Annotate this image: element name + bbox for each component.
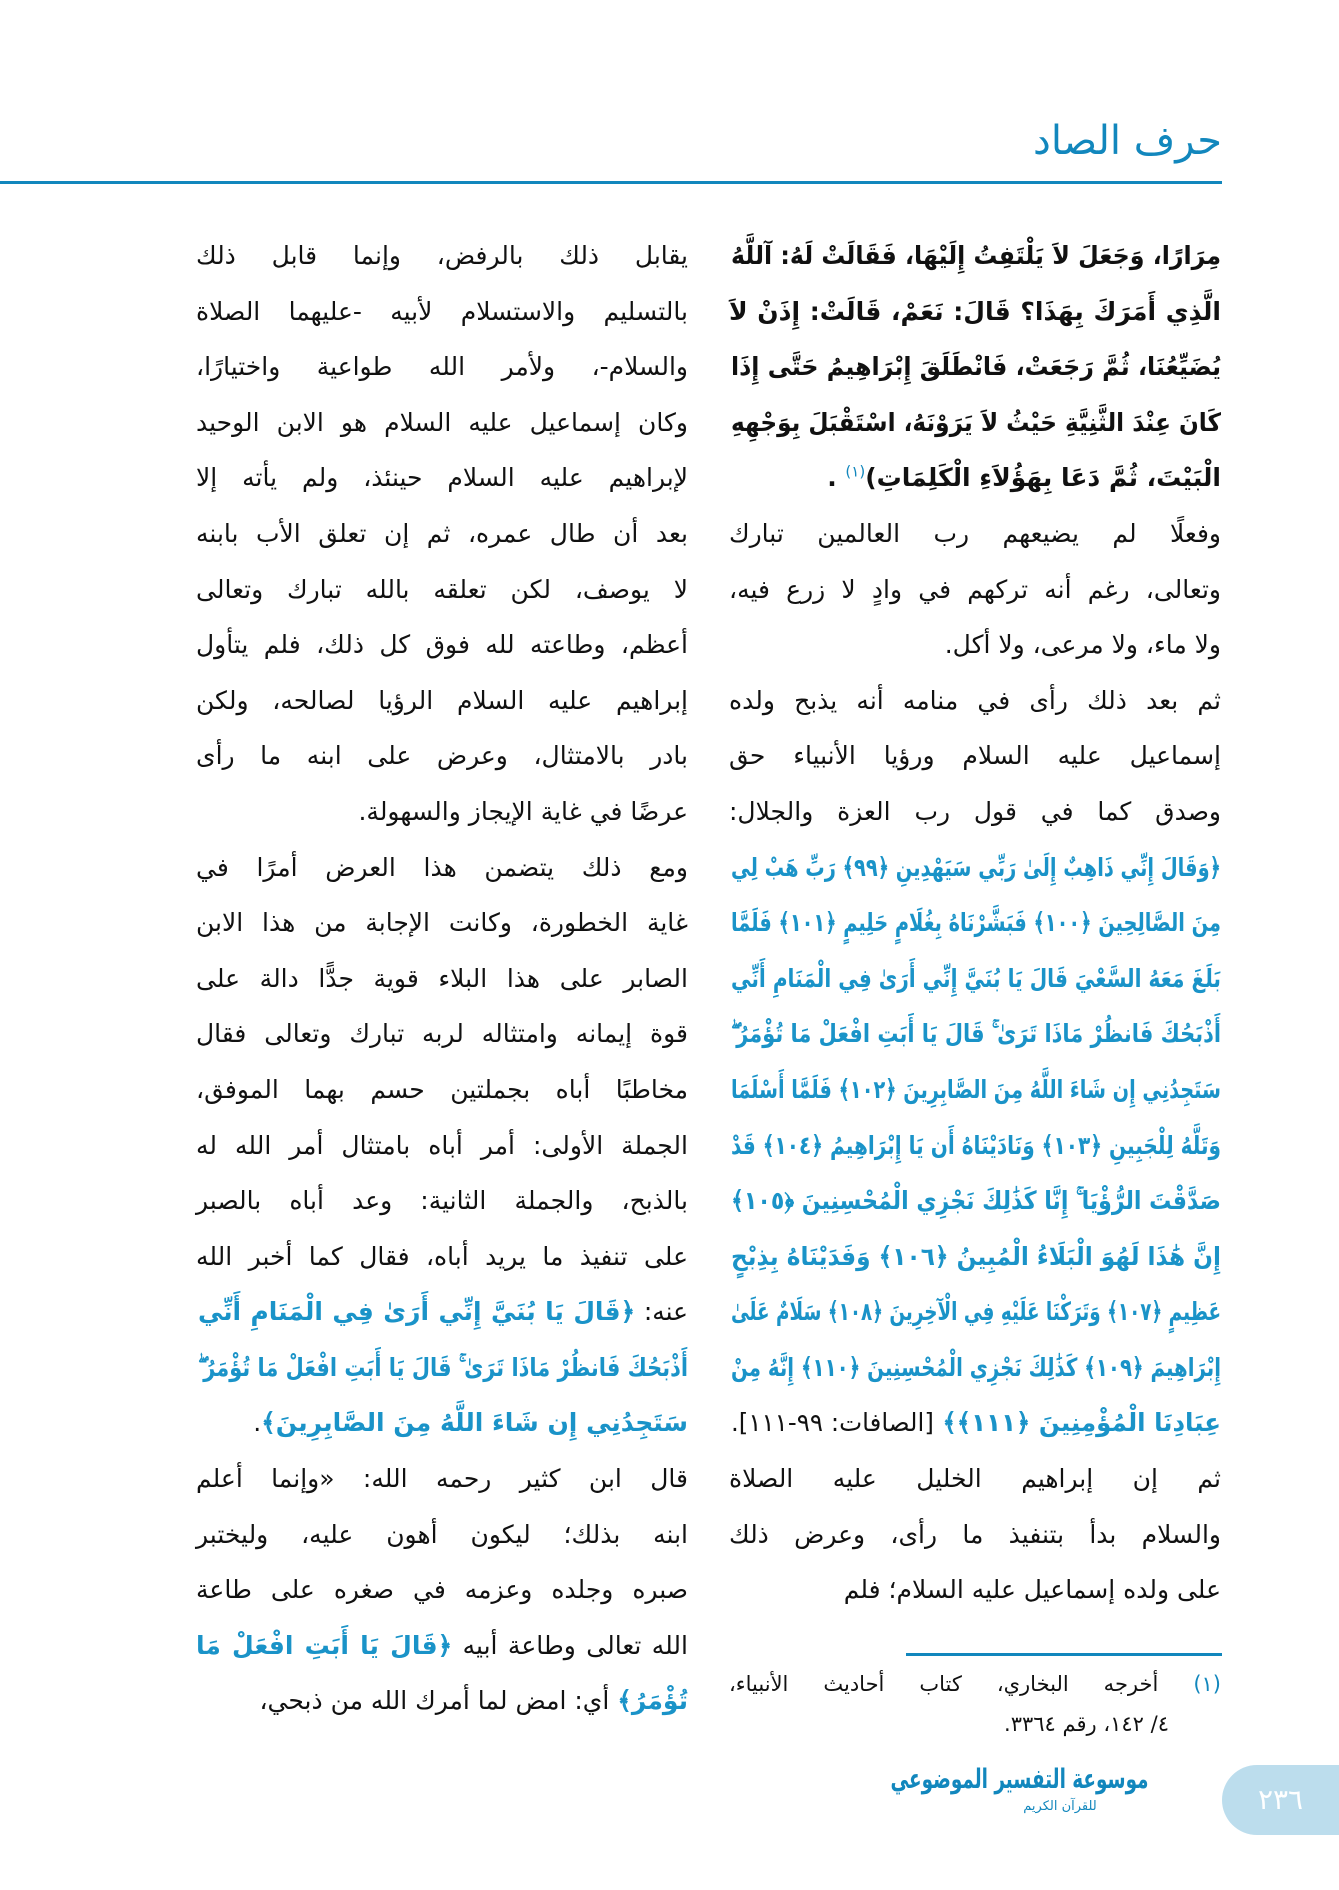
body-text: . [253, 1408, 262, 1438]
text-line [196, 895, 688, 951]
text-line [730, 1229, 1221, 1285]
body-text: الله تعالى وطاعة أبيه [452, 1630, 688, 1660]
body-text: أي: امض لما أمرك الله من ذبحي، [259, 1686, 618, 1716]
text-line [196, 562, 688, 618]
text-line [730, 1284, 1221, 1340]
body-text: إسماعيل عليه السلام ورؤيا الأنبياء حق [729, 741, 1221, 771]
quran-verse-text: سَتَجِدُنِي إِن شَاءَ اللَّهُ مِنَ الصَّابِرِينَ ﴿١٠٢﴾ فَلَمَّا أَسْلَمَا [730, 1074, 1221, 1104]
body-text: بالذبح، والجملة الثانية: وعد أباه بالصبر [196, 1186, 688, 1216]
right-column [729, 228, 1221, 1618]
body-text: وكان إسماعيل عليه السلام هو الابن الوحيد [196, 407, 688, 437]
body-text: أعظم، وطاعته لله فوق كل ذلك، فلم يتأول [196, 630, 688, 660]
text-line [729, 284, 1221, 340]
body-text: بعد أن طال عمره، ثم إن تعلق الأب بابنه [196, 518, 688, 548]
body-text: الصابر على هذا البلاء قوية جدًّا دالة على [196, 963, 688, 993]
quran-verse-text: ﴿وَقَالَ إِنِّي ذَاهِبٌ إِلَىٰ رَبِّي سَيَهْدِينِ ﴿٩٩﴾ رَبِّ هَبْ لِي [730, 852, 1221, 882]
body-text: [الصافات: ٩٩-١١١]. [731, 1408, 934, 1438]
text-line [729, 673, 1221, 729]
text-line [198, 1284, 688, 1340]
encyclopedia-logo [890, 1762, 1190, 1816]
text-line [196, 1618, 688, 1674]
quran-verse-text: ﴿قَالَ يَا بُنَيَّ إِنِّي أَرَىٰ فِي الْمَنَامِ أَنِّي [198, 1297, 636, 1327]
quran-verse-text: ﴿قَالَ يَا أَبَتِ افْعَلْ مَا [196, 1630, 453, 1660]
text-line [196, 1451, 688, 1507]
text-line [196, 1006, 688, 1062]
quran-verse-text: بَلَغَ مَعَهُ السَّعْيَ قَالَ يَا بُنَيَّ إِنِّي أَرَىٰ فِي الْمَنَامِ أَنِّي [731, 963, 1221, 993]
text-line [729, 450, 1221, 506]
text-line [196, 1118, 688, 1174]
text-line [196, 450, 688, 506]
header-divider [0, 181, 1222, 184]
text-line [196, 1562, 688, 1618]
footnote-divider [906, 1653, 1222, 1656]
body-text: قال ابن كثير رحمه الله: «وإنما أعلم [196, 1464, 688, 1494]
body-text: عرضًا في غاية الإيجاز والسهولة. [358, 796, 688, 826]
footnote-line [729, 1664, 1221, 1704]
quran-verse-text: إِنَّ هَٰذَا لَهُوَ الْبَلَاءُ الْمُبِينُ ﴿١٠٦﴾ وَفَدَيْنَاهُ بِذِبْحٍ [730, 1241, 1221, 1271]
body-text: ثم بعد ذلك رأى في منامه أنه يذبح ولده [729, 685, 1221, 715]
body-text: وتعالى، رغم أنه تركهم في وادٍ لا زرع فيه، [729, 574, 1221, 604]
text-line [196, 1229, 688, 1285]
text-line [729, 1562, 1221, 1618]
body-text: يُضَيِّعُنَا، ثُمَّ رَجَعَتْ، فَانْطَلَقَ إِبْرَاهِيمُ حَتَّى إِذَا [730, 352, 1221, 382]
body-text: غاية الخطورة، وكانت الإجابة من هذا الابن [196, 908, 688, 938]
text-line [729, 1451, 1221, 1507]
body-text: على ولده إسماعيل عليه السلام؛ فلم [843, 1575, 1221, 1605]
body-text: صبره وجلده وعزمه في صغره على طاعة [196, 1575, 688, 1605]
text-line [196, 673, 688, 729]
footnote-reference: (١) [845, 463, 866, 482]
quran-verse-text: سَتَجِدُنِي إِن شَاءَ اللَّهُ مِنَ الصَّابِرِينَ﴾ [261, 1408, 688, 1438]
text-line [731, 1006, 1221, 1062]
text-line [730, 339, 1221, 395]
text-line [729, 728, 1221, 784]
text-line [196, 840, 688, 896]
text-line [730, 840, 1221, 896]
text-line [196, 228, 688, 284]
text-line [729, 617, 1221, 673]
body-text: . [827, 463, 846, 493]
text-line [731, 1340, 1221, 1396]
text-line [196, 951, 688, 1007]
text-line [729, 506, 1221, 562]
quran-verse-text: عَظِيمٍ ﴿١٠٧﴾ وَتَرَكْنَا عَلَيْهِ فِي الْآخِرِينَ ﴿١٠٨﴾ سَلَامٌ عَلَىٰ [730, 1297, 1221, 1327]
body-text: الَّذِي أَمَرَكَ بِهَذَا؟ قَالَ: نَعَمْ، قَالَتْ: إِذَنْ لاَ [729, 296, 1221, 326]
body-text: لإبراهيم عليه السلام حينئذ، ولم يأته إلا [196, 463, 688, 493]
logo-main-text: موسوعة التفسير الموضوعي [890, 1764, 1149, 1795]
text-line [731, 228, 1221, 284]
quran-verse-text: إِبْرَاهِيمَ ﴿١٠٩﴾ كَذَٰلِكَ نَجْزِي الْمُحْسِنِينَ ﴿١١٠﴾ إِنَّهُ مِنْ [731, 1352, 1221, 1382]
text-line [196, 1062, 688, 1118]
text-line [731, 1395, 1221, 1451]
body-text: بادر بالامتثال، وعرض على ابنه ما رأى [196, 741, 688, 771]
body-text: الجملة الأولى: أمر أباه بامتثال أمر الله له [196, 1130, 688, 1160]
text-line [196, 728, 688, 784]
text-line [196, 284, 688, 340]
page-number: ٢٣٦ [1222, 1765, 1339, 1835]
text-line [196, 1173, 688, 1229]
quran-verse-text: مِنَ الصَّالِحِينَ ﴿١٠٠﴾ فَبَشَّرْنَاهُ بِغُلَامٍ حَلِيمٍ ﴿١٠١﴾ فَلَمَّا [730, 908, 1221, 938]
text-line [196, 506, 688, 562]
quran-verse-text: وَتَلَّهُ لِلْجَبِينِ ﴿١٠٣﴾ وَنَادَيْنَاهُ أَن يَا إِبْرَاهِيمُ ﴿١٠٤﴾ قَدْ [730, 1130, 1221, 1160]
body-text: ولا ماء، ولا مرعى، ولا أكل. [944, 630, 1221, 660]
text-line [198, 1340, 688, 1396]
left-column [196, 228, 688, 1729]
quran-verse-text: تُؤْمَرُ﴾ [617, 1686, 688, 1716]
body-text: بالتسليم والاستسلام لأبيه -عليهما الصلاة [196, 296, 688, 326]
quran-verse-text: صَدَّقْتَ الرُّؤْيَا ۚ إِنَّا كَذَٰلِكَ نَجْزِي الْمُحْسِنِينَ ﴿١٠٥﴾ [730, 1186, 1221, 1216]
body-text: وصدق كما في قول رب العزة والجلال: [729, 796, 1221, 826]
text-line [730, 1173, 1221, 1229]
text-line [729, 1507, 1221, 1563]
quran-verse-text: أَذْبَحُكَ فَانظُرْ مَاذَا تَرَىٰ ۚ قَالَ يَا أَبَتِ افْعَلْ مَا تُؤْمَرُ ۖ [198, 1352, 688, 1382]
body-text: يقابل ذلك بالرفض، وإنما قابل ذلك [196, 241, 688, 270]
body-text: مخاطبًا أباه بجملتين حسم بهما الموفق، [196, 1074, 688, 1104]
body-text: وفعلًا لم يضيعهم رب العالمين تبارك [729, 518, 1221, 548]
footnotes [729, 1664, 1221, 1744]
logo-sub-text: للقرآن الكريم [1023, 1799, 1097, 1814]
text-line [730, 395, 1221, 451]
body-text: ابنه بذلك؛ ليكون أهون عليه، وليختبر [196, 1519, 688, 1549]
body-text: الْبَيْتَ، ثُمَّ دَعَا بِهَؤُلاَءِ الْكَلِمَاتِ) [865, 463, 1221, 493]
body-text: ومع ذلك يتضمن هذا العرض أمرًا في [196, 852, 688, 882]
body-text: والسلام بدأ بتنفيذ ما رأى، وعرض ذلك [729, 1519, 1221, 1549]
text-line [731, 951, 1221, 1007]
text-line [196, 617, 688, 673]
body-text: عنه: [635, 1297, 689, 1327]
body-text: ثم إن إبراهيم الخليل عليه الصلاة [729, 1464, 1221, 1494]
text-line [196, 339, 688, 395]
body-text: مِرَارًا، وَجَعَلَ لاَ يَلْتَفِتُ إِلَيْهَا، فَقَالَتْ لَهُ: آللَّهُ [731, 241, 1221, 270]
text-line [729, 784, 1221, 840]
body-text: قوة إيمانه وامتثاله لربه تبارك وتعالى فقال [196, 1019, 688, 1049]
text-line [196, 784, 688, 840]
body-text: كَانَ عِنْدَ الثَّنِيَّةِ حَيْثُ لاَ يَرَوْنَهُ، اسْتَقْبَلَ بِوَجْهِهِ [730, 407, 1221, 437]
text-line [729, 562, 1221, 618]
quran-verse-text: عِبَادِنَا الْمُؤْمِنِينَ ﴿١١١﴾﴾ [933, 1408, 1221, 1438]
footnote-text: أخرجه البخاري، كتاب أحاديث الأنبياء، [729, 1672, 1159, 1696]
footnote-line: ٤/ ١٤٢، رقم ٣٣٦٤. [1004, 1712, 1169, 1736]
body-text: إبراهيم عليه السلام الرؤيا لصالحه، ولكن [196, 685, 688, 715]
footnote-number: (١) [1193, 1672, 1221, 1696]
text-line [196, 1673, 688, 1729]
text-line [196, 395, 688, 451]
body-text: والسلام-، ولأمر الله طواعية واختيارًا، [196, 352, 688, 382]
chapter-title: حرف الصاد [1033, 118, 1222, 164]
body-text: لا يوصف، لكن تعلقه بالله تبارك وتعالى [196, 574, 688, 604]
body-text: على تنفيذ ما يريد أباه، فقال كما أخبر الله [196, 1241, 688, 1271]
text-line [730, 895, 1221, 951]
quran-verse-text: أَذْبَحُكَ فَانظُرْ مَاذَا تَرَىٰ ۚ قَالَ يَا أَبَتِ افْعَلْ مَا تُؤْمَرُ ۖ [731, 1019, 1221, 1049]
text-line [730, 1062, 1221, 1118]
text-line [196, 1395, 688, 1451]
text-line [196, 1507, 688, 1563]
text-line [730, 1118, 1221, 1174]
